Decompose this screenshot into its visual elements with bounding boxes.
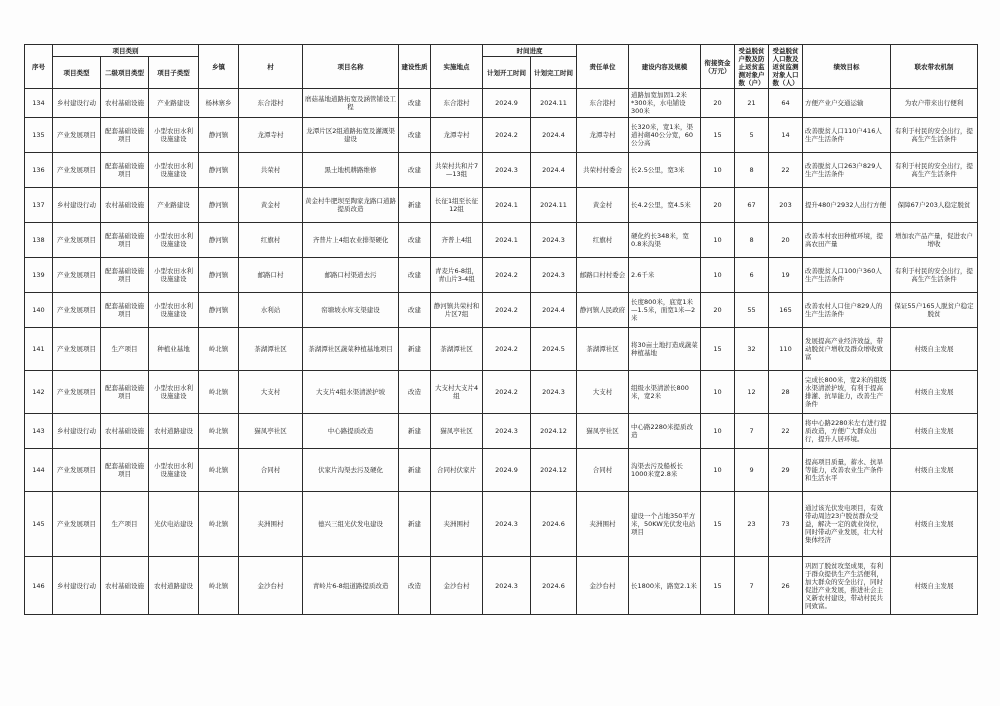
row-town: 静河镇 [199,223,239,258]
row-households: 23 [735,492,769,557]
row-village: 水利站 [239,293,303,328]
row-end: 2024.12 [531,414,577,449]
row-content: 组级水渠清淤长800米，宽2米 [629,371,701,414]
header-nature: 建设性质 [399,45,431,89]
row-content: 将30亩土地打造成蔬菜种植基地 [629,328,701,371]
row-seq: 142 [25,371,53,414]
header-funds: 衔接资金（万元） [701,45,735,89]
row-village: 共荣村 [239,153,303,188]
row-village: 金沙台村 [239,557,303,615]
row-seq: 140 [25,293,53,328]
header-time-group: 时间进度 [483,45,577,57]
row-location: 青麦片6-8组，青山片3-4组 [431,258,483,293]
header-category-group: 项目类别 [53,45,199,57]
row-town: 静河镇 [199,118,239,153]
row-project-type: 乡村建设行动 [53,414,101,449]
row-nature: 改建 [399,89,431,118]
row-level2-type: 配套基础设施项目 [101,153,149,188]
header-unit: 责任单位 [577,45,629,89]
row-seq: 141 [25,328,53,371]
row-town: 岭北镇 [199,414,239,449]
row-start: 2024.2 [483,328,531,371]
row-project-name: 德兴三组光伏发电建设 [303,492,399,557]
table-row [25,449,978,492]
row-end: 2024.5 [531,328,577,371]
row-level2-type: 配套基础设施项目 [101,118,149,153]
row-village: 红旗村 [239,223,303,258]
row-village: 大支村 [239,371,303,414]
header-households: 受益脱贫户数及防止返贫监测对象户数（户） [735,45,769,89]
row-nature: 改建 [399,223,431,258]
row-project-type: 产业发展项目 [53,153,101,188]
row-unit: 夹洲围村 [577,492,629,557]
row-nature: 新建 [399,449,431,492]
header-seq: 序号 [25,45,53,89]
row-project-type: 产业发展项目 [53,371,101,414]
row-households: 9 [735,449,769,492]
row-location: 齐普上4组 [431,223,483,258]
row-households: 6 [735,258,769,293]
table-row [25,118,978,153]
row-project-type: 产业发展项目 [53,118,101,153]
header-level2-type: 二级项目类型 [101,57,149,89]
header-persons: 受益脱贫人口数及返贫监测对象人口数（人） [769,45,803,89]
row-village: 合同村 [239,449,303,492]
header-goal: 绩效目标 [803,45,891,89]
row-start: 2024.9 [483,449,531,492]
row-project-type: 乡村建设行动 [53,89,101,118]
header-mechanism: 联农带农机制 [891,45,978,89]
row-village: 黄金村 [239,188,303,223]
row-project-type: 产业发展项目 [53,449,101,492]
row-persons: 22 [769,414,803,449]
row-level2-type: 配套基础设施项目 [101,293,149,328]
row-end: 2024.4 [531,293,577,328]
row-nature: 改建 [399,258,431,293]
row-start: 2024.2 [483,371,531,414]
row-goal: 改善脱贫人口100户360人生产生活条件 [803,258,891,293]
row-location: 东合港村 [431,89,483,118]
row-unit: 黄金村 [577,188,629,223]
row-level2-type: 生产项目 [101,328,149,371]
row-town: 静河镇 [199,258,239,293]
row-content: 硬化约长348米，宽0.8米沟渠 [629,223,701,258]
row-start: 2024.2 [483,258,531,293]
row-mechanism: 有利于村民的安全出行，提高生产生活条件 [891,153,978,188]
row-content: 道路加宽加固1.2米*300米，水电铺设300米 [629,89,701,118]
row-village: 猫凤亭社区 [239,414,303,449]
table-row [25,223,978,258]
row-mechanism: 村级自主发展 [891,492,978,557]
row-seq: 137 [25,188,53,223]
row-mechanism: 增加农产品产量，促进农户增收 [891,223,978,258]
table-body [25,89,978,615]
row-level2-type: 配套基础设施项目 [101,223,149,258]
row-project-name: 青岭片6-8组道路提质改造 [303,557,399,615]
row-end: 2024.6 [531,557,577,615]
row-goal: 通过该光伏发电项目，有效带动周边23户脱贫群众受益，解决一定的就业岗位，同时带动产业发展，壮大村集体经济 [803,492,891,557]
row-households: 7 [735,557,769,615]
row-persons: 64 [769,89,803,118]
row-seq: 138 [25,223,53,258]
row-end: 2024.11 [531,89,577,118]
row-content: 2.6千米 [629,258,701,293]
header-location: 实施地点 [431,45,483,89]
row-persons: 73 [769,492,803,557]
row-persons: 110 [769,328,803,371]
row-sub-type: 农村道路建设 [149,414,199,449]
row-seq: 144 [25,449,53,492]
row-start: 2024.1 [483,188,531,223]
row-mechanism: 村级自主发展 [891,328,978,371]
row-level2-type: 配套基础设施项目 [101,258,149,293]
row-town: 杨林寨乡 [199,89,239,118]
row-households: 5 [735,118,769,153]
row-project-type: 产业发展项目 [53,223,101,258]
row-sub-type: 种植业基地 [149,328,199,371]
row-unit: 龙潭寺村 [577,118,629,153]
row-project-name: 黑土地机耕路维修 [303,153,399,188]
table-row [25,328,978,371]
row-content: 沟渠去污及船板长1000米宽2.8米 [629,449,701,492]
row-goal: 提高项目质量，蓄水、抗旱等能力，改善农业生产条件和生活水平 [803,449,891,492]
table-row [25,557,978,615]
row-unit: 茶湖潭社区 [577,328,629,371]
row-funds: 15 [701,492,735,557]
row-unit: 合同村 [577,449,629,492]
header-town: 乡镇 [199,45,239,89]
row-level2-type: 配套基础设施项目 [101,371,149,414]
row-project-name: 中心路提质改造 [303,414,399,449]
header-project-type: 项目类型 [53,57,101,89]
row-level2-type: 配套基础设施项目 [101,449,149,492]
table-row [25,188,978,223]
row-households: 8 [735,223,769,258]
row-end: 2024.6 [531,492,577,557]
row-town: 岭北镇 [199,328,239,371]
row-location: 夹洲围村 [431,492,483,557]
row-persons: 14 [769,118,803,153]
row-project-name: 龙潭片区2组道路拓宽及灌溉渠建设 [303,118,399,153]
row-project-name: 窑塘坡水库支渠建设 [303,293,399,328]
row-seq: 135 [25,118,53,153]
row-persons: 19 [769,258,803,293]
row-content: 长320米，宽1米，渠道衬砌40公分宽，60公分高 [629,118,701,153]
row-nature: 新建 [399,492,431,557]
row-mechanism: 村级自主发展 [891,371,978,414]
row-nature: 改造 [399,371,431,414]
row-end: 2024.4 [531,118,577,153]
row-mechanism: 有利于村民的安全出行，提高生产生活条件 [891,258,978,293]
table-row [25,89,978,118]
row-project-type: 产业发展项目 [53,328,101,371]
row-persons: 20 [769,223,803,258]
row-start: 2024.3 [483,153,531,188]
row-end: 2024.3 [531,258,577,293]
row-seq: 136 [25,153,53,188]
row-project-name: 邮路口村渠道去污 [303,258,399,293]
row-households: 12 [735,371,769,414]
row-goal: 将中心路2280米左右进行提质改造，方便广大群众出行，提升人居环境。 [803,414,891,449]
row-village: 茶湖潭社区 [239,328,303,371]
header-end: 计划完工时间 [531,57,577,89]
row-village: 东合港村 [239,89,303,118]
table-row [25,153,978,188]
table-row [25,371,978,414]
row-funds: 10 [701,258,735,293]
row-sub-type: 小型农田水利设施建设 [149,371,199,414]
row-location: 静河镇共荣村和片区7组 [431,293,483,328]
row-seq: 143 [25,414,53,449]
row-project-name: 齐普片上4组农业排渠硬化 [303,223,399,258]
row-start: 2024.9 [483,89,531,118]
row-goal: 改善本村农田种植环境，提高农田产量 [803,223,891,258]
row-end: 2024.12 [531,449,577,492]
row-persons: 26 [769,557,803,615]
row-unit: 邮路口村村委会 [577,258,629,293]
row-goal: 提升480户2932人出行方便 [803,188,891,223]
row-households: 67 [735,188,769,223]
row-level2-type: 农村基础设施 [101,557,149,615]
row-project-type: 产业发展项目 [53,492,101,557]
row-level2-type: 农村基础设施 [101,89,149,118]
row-content: 长4.2公里，宽4.5米 [629,188,701,223]
row-project-name: 伏家片沟渠去污及硬化 [303,449,399,492]
table-header [25,45,978,89]
row-goal: 改善农村人口住户829人的生产生活条件 [803,293,891,328]
row-goal: 巩固了脱贫攻坚成果，有利于群众提供生产生活便利，加大群众的安全出行，同时促进产业发展，推进社会主义新农村建设，带动村民共同致富。 [803,557,891,615]
header-content: 建设内容及规模 [629,45,701,89]
row-unit: 静河镇人民政府 [577,293,629,328]
row-mechanism: 村级自主发展 [891,557,978,615]
row-start: 2024.2 [483,118,531,153]
header-sub-type: 项目子类型 [149,57,199,89]
row-funds: 15 [701,328,735,371]
row-level2-type: 农村基础设施 [101,188,149,223]
row-persons: 28 [769,371,803,414]
row-end: 2024.11 [531,188,577,223]
row-funds: 20 [701,293,735,328]
row-funds: 15 [701,118,735,153]
row-mechanism: 为农户带来出行便利 [891,89,978,118]
row-sub-type: 小型农田水利设施建设 [149,449,199,492]
row-mechanism: 村级自主发展 [891,449,978,492]
row-project-type: 乡村建设行动 [53,188,101,223]
row-start: 2024.3 [483,557,531,615]
row-content: 建设一个占地350平方米，50KW光伏发电站项目 [629,492,701,557]
header-start: 计划开工时间 [483,57,531,89]
row-end: 2024.3 [531,371,577,414]
row-project-type: 乡村建设行动 [53,557,101,615]
row-unit: 猫凤亭社区 [577,414,629,449]
row-mechanism: 保证55户165人脱贫户稳定脱贫 [891,293,978,328]
row-persons: 165 [769,293,803,328]
row-location: 共荣村共和片7—13组 [431,153,483,188]
project-table [24,44,978,615]
row-funds: 20 [701,188,735,223]
row-seq: 146 [25,557,53,615]
row-sub-type: 光伏电站建设 [149,492,199,557]
row-mechanism: 村级自主发展 [891,414,978,449]
row-level2-type: 农村基础设施 [101,414,149,449]
row-sub-type: 产业路建设 [149,188,199,223]
row-sub-type: 小型农田水利设施建设 [149,153,199,188]
row-sub-type: 小型农田水利设施建设 [149,118,199,153]
row-location: 茶湖潭社区 [431,328,483,371]
row-unit: 大支村 [577,371,629,414]
row-project-name: 黄金村牛肥坝至陶家龙路口道路提质改造 [303,188,399,223]
row-households: 55 [735,293,769,328]
row-nature: 改建 [399,293,431,328]
row-content: 中心路2280米提质改造 [629,414,701,449]
row-seq: 145 [25,492,53,557]
row-village: 夹洲围村 [239,492,303,557]
row-project-name: 大支片4组水渠清淤护坡 [303,371,399,414]
row-seq: 139 [25,258,53,293]
row-mechanism: 保障67户203人稳定脱贫 [891,188,978,223]
row-households: 8 [735,153,769,188]
table-row [25,258,978,293]
row-mechanism: 有利于村民的安全出行，提高生产生活条件 [891,118,978,153]
row-location: 猫凤亭社区 [431,414,483,449]
row-funds: 10 [701,223,735,258]
table-row [25,293,978,328]
row-start: 2024.2 [483,293,531,328]
row-project-type: 产业发展项目 [53,293,101,328]
row-nature: 新建 [399,188,431,223]
row-village: 龙潭寺村 [239,118,303,153]
row-sub-type: 小型农田水利设施建设 [149,223,199,258]
row-content: 长度800米，底宽1米—1.5米，面宽1米—2米 [629,293,701,328]
row-town: 静河镇 [199,188,239,223]
row-town: 岭北镇 [199,449,239,492]
row-seq: 134 [25,89,53,118]
row-end: 2024.4 [531,153,577,188]
row-sub-type: 小型农田水利设施建设 [149,258,199,293]
row-sub-type: 产业路建设 [149,89,199,118]
row-town: 岭北镇 [199,557,239,615]
row-goal: 改善脱贫人口110户416人生产生活条件 [803,118,891,153]
row-unit: 共荣村村委会 [577,153,629,188]
row-town: 静河镇 [199,293,239,328]
row-location: 大支村大支片4组 [431,371,483,414]
row-start: 2024.3 [483,492,531,557]
row-location: 金沙台村 [431,557,483,615]
row-town: 岭北镇 [199,492,239,557]
row-goal: 方便产业户交通运输 [803,89,891,118]
row-content: 长1800米，路宽2.1米 [629,557,701,615]
row-town: 岭北镇 [199,371,239,414]
row-sub-type: 农村道路建设 [149,557,199,615]
row-project-name: 磨菇基地道路拓宽及涵管铺设工程 [303,89,399,118]
row-location: 龙潭寺村 [431,118,483,153]
row-content: 长2.5公里，宽3米 [629,153,701,188]
row-funds: 10 [701,371,735,414]
row-nature: 新建 [399,328,431,371]
row-end: 2024.3 [531,223,577,258]
row-persons: 29 [769,449,803,492]
row-households: 32 [735,328,769,371]
row-goal: 发展提高产业经济效益，带动脱贫户增收及群众增收致富 [803,328,891,371]
row-project-type: 产业发展项目 [53,258,101,293]
row-goal: 改善脱贫人口263户829人生产生活条件 [803,153,891,188]
row-project-name: 茶湖潭社区蔬菜种植基地项目 [303,328,399,371]
row-location: 长征1组至长征12组 [431,188,483,223]
row-sub-type: 小型农田水利设施建设 [149,293,199,328]
row-funds: 20 [701,89,735,118]
row-unit: 金沙台村 [577,557,629,615]
row-nature: 改建 [399,153,431,188]
row-households: 21 [735,89,769,118]
row-nature: 新建 [399,414,431,449]
row-goal: 完成长800米，宽2米的组级水渠清淤护坡，有利于提高排灌、抗旱能力，改善生产条件 [803,371,891,414]
header-project-name: 项目名称 [303,45,399,89]
table-row [25,414,978,449]
row-start: 2024.1 [483,223,531,258]
row-funds: 10 [701,414,735,449]
row-nature: 改造 [399,557,431,615]
row-unit: 东合港村 [577,89,629,118]
row-level2-type: 生产项目 [101,492,149,557]
row-funds: 10 [701,449,735,492]
row-unit: 红旗村 [577,223,629,258]
row-town: 静河镇 [199,153,239,188]
table-row [25,492,978,557]
row-funds: 10 [701,153,735,188]
row-nature: 改建 [399,118,431,153]
row-location: 合同村伏家片 [431,449,483,492]
row-households: 7 [735,414,769,449]
row-persons: 203 [769,188,803,223]
row-funds: 15 [701,557,735,615]
row-persons: 22 [769,153,803,188]
row-start: 2024.3 [483,414,531,449]
header-village: 村 [239,45,303,89]
row-village: 邮路口村 [239,258,303,293]
